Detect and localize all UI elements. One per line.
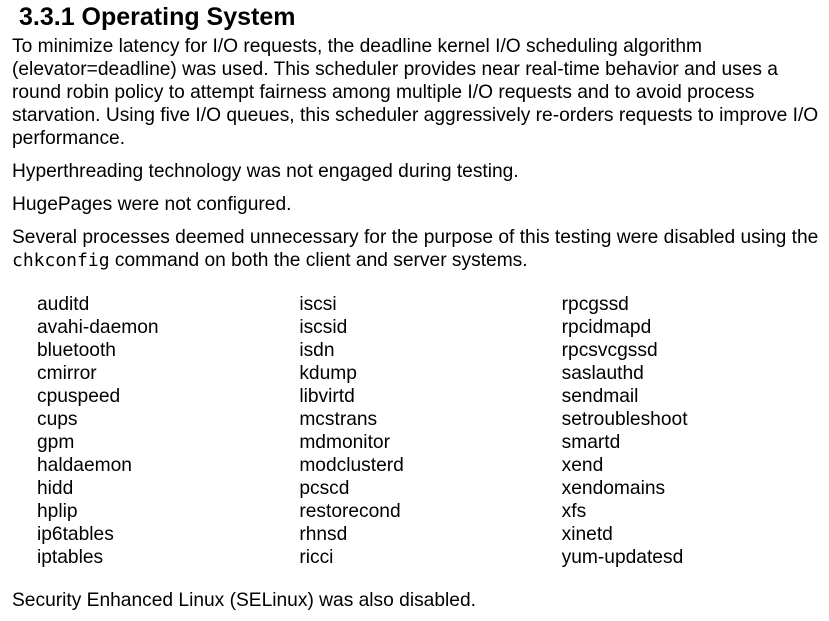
chkconfig-command: chkconfig — [12, 250, 110, 271]
service-item: cmirror — [37, 363, 97, 384]
service-item: haldaemon — [37, 455, 132, 476]
service-item: gpm — [37, 432, 75, 453]
service-item: rpcgssd — [561, 294, 629, 315]
processes-text-after: command on both the client and server systems. — [109, 250, 528, 271]
service-item: cups — [37, 409, 78, 430]
service-item: libvirtd — [299, 386, 355, 407]
service-item: kdump — [299, 363, 357, 384]
service-item: mcstrans — [299, 409, 378, 430]
service-item: ricci — [299, 547, 334, 568]
service-item: saslauthd — [561, 363, 644, 384]
service-item: rpcidmapd — [561, 317, 652, 338]
service-item: yum-updatesd — [561, 547, 684, 568]
services-column-2 — [299, 293, 561, 569]
service-item: iscsi — [299, 294, 337, 315]
service-item: iscsid — [299, 317, 348, 338]
service-item: smartd — [561, 432, 621, 453]
selinux-paragraph: Security Enhanced Linux (SELinux) was also disabled. — [12, 590, 476, 611]
service-item: xend — [561, 455, 604, 476]
service-item: cpuspeed — [37, 386, 121, 407]
service-item: iptables — [37, 547, 104, 568]
document-page — [12, 0, 824, 612]
hugepages-paragraph: HugePages were not configured. — [12, 194, 292, 215]
service-item: rhnsd — [299, 524, 348, 545]
services-column-3 — [562, 293, 824, 569]
disabled-processes-paragraph — [12, 226, 824, 272]
service-item: bluetooth — [37, 340, 116, 361]
service-item: sendmail — [561, 386, 639, 407]
service-item: xendomains — [561, 478, 666, 499]
section-heading: 3.3.1 Operating System — [19, 3, 296, 31]
service-item: mdmonitor — [299, 432, 390, 453]
processes-text-before: Several processes deemed unnecessary for the purpose of this testing were disabled using the — [12, 227, 819, 248]
service-item: ip6tables — [37, 524, 114, 545]
service-item: avahi-daemon — [37, 317, 159, 338]
service-item: modclusterd — [299, 455, 404, 476]
service-item: restorecond — [299, 501, 401, 522]
service-item: auditd — [37, 294, 90, 315]
hyperthreading-paragraph: Hyperthreading technology was not engaged during testing. — [12, 161, 519, 182]
service-item: pcscd — [299, 478, 350, 499]
service-item: isdn — [299, 340, 335, 361]
service-item: setroubleshoot — [561, 409, 688, 430]
service-item: hidd — [37, 478, 74, 499]
service-item: xfs — [561, 501, 587, 522]
scheduler-paragraph: To minimize latency for I/O requests, the deadline kernel I/O scheduling algorithm (elevator=deadline) was used. This scheduler provides near real-time behavior and uses a round robin policy to attempt fairness among multiple I/O requests and to avoid process starvation. Using five I/O queues, this scheduler aggressively re-orders requests to improve I/O performance. — [12, 36, 819, 149]
services-column-1 — [37, 293, 299, 569]
service-item: xinetd — [561, 524, 613, 545]
service-item: hplip — [37, 501, 78, 522]
service-item: rpcsvcgssd — [561, 340, 658, 361]
disabled-services-table — [37, 293, 824, 569]
